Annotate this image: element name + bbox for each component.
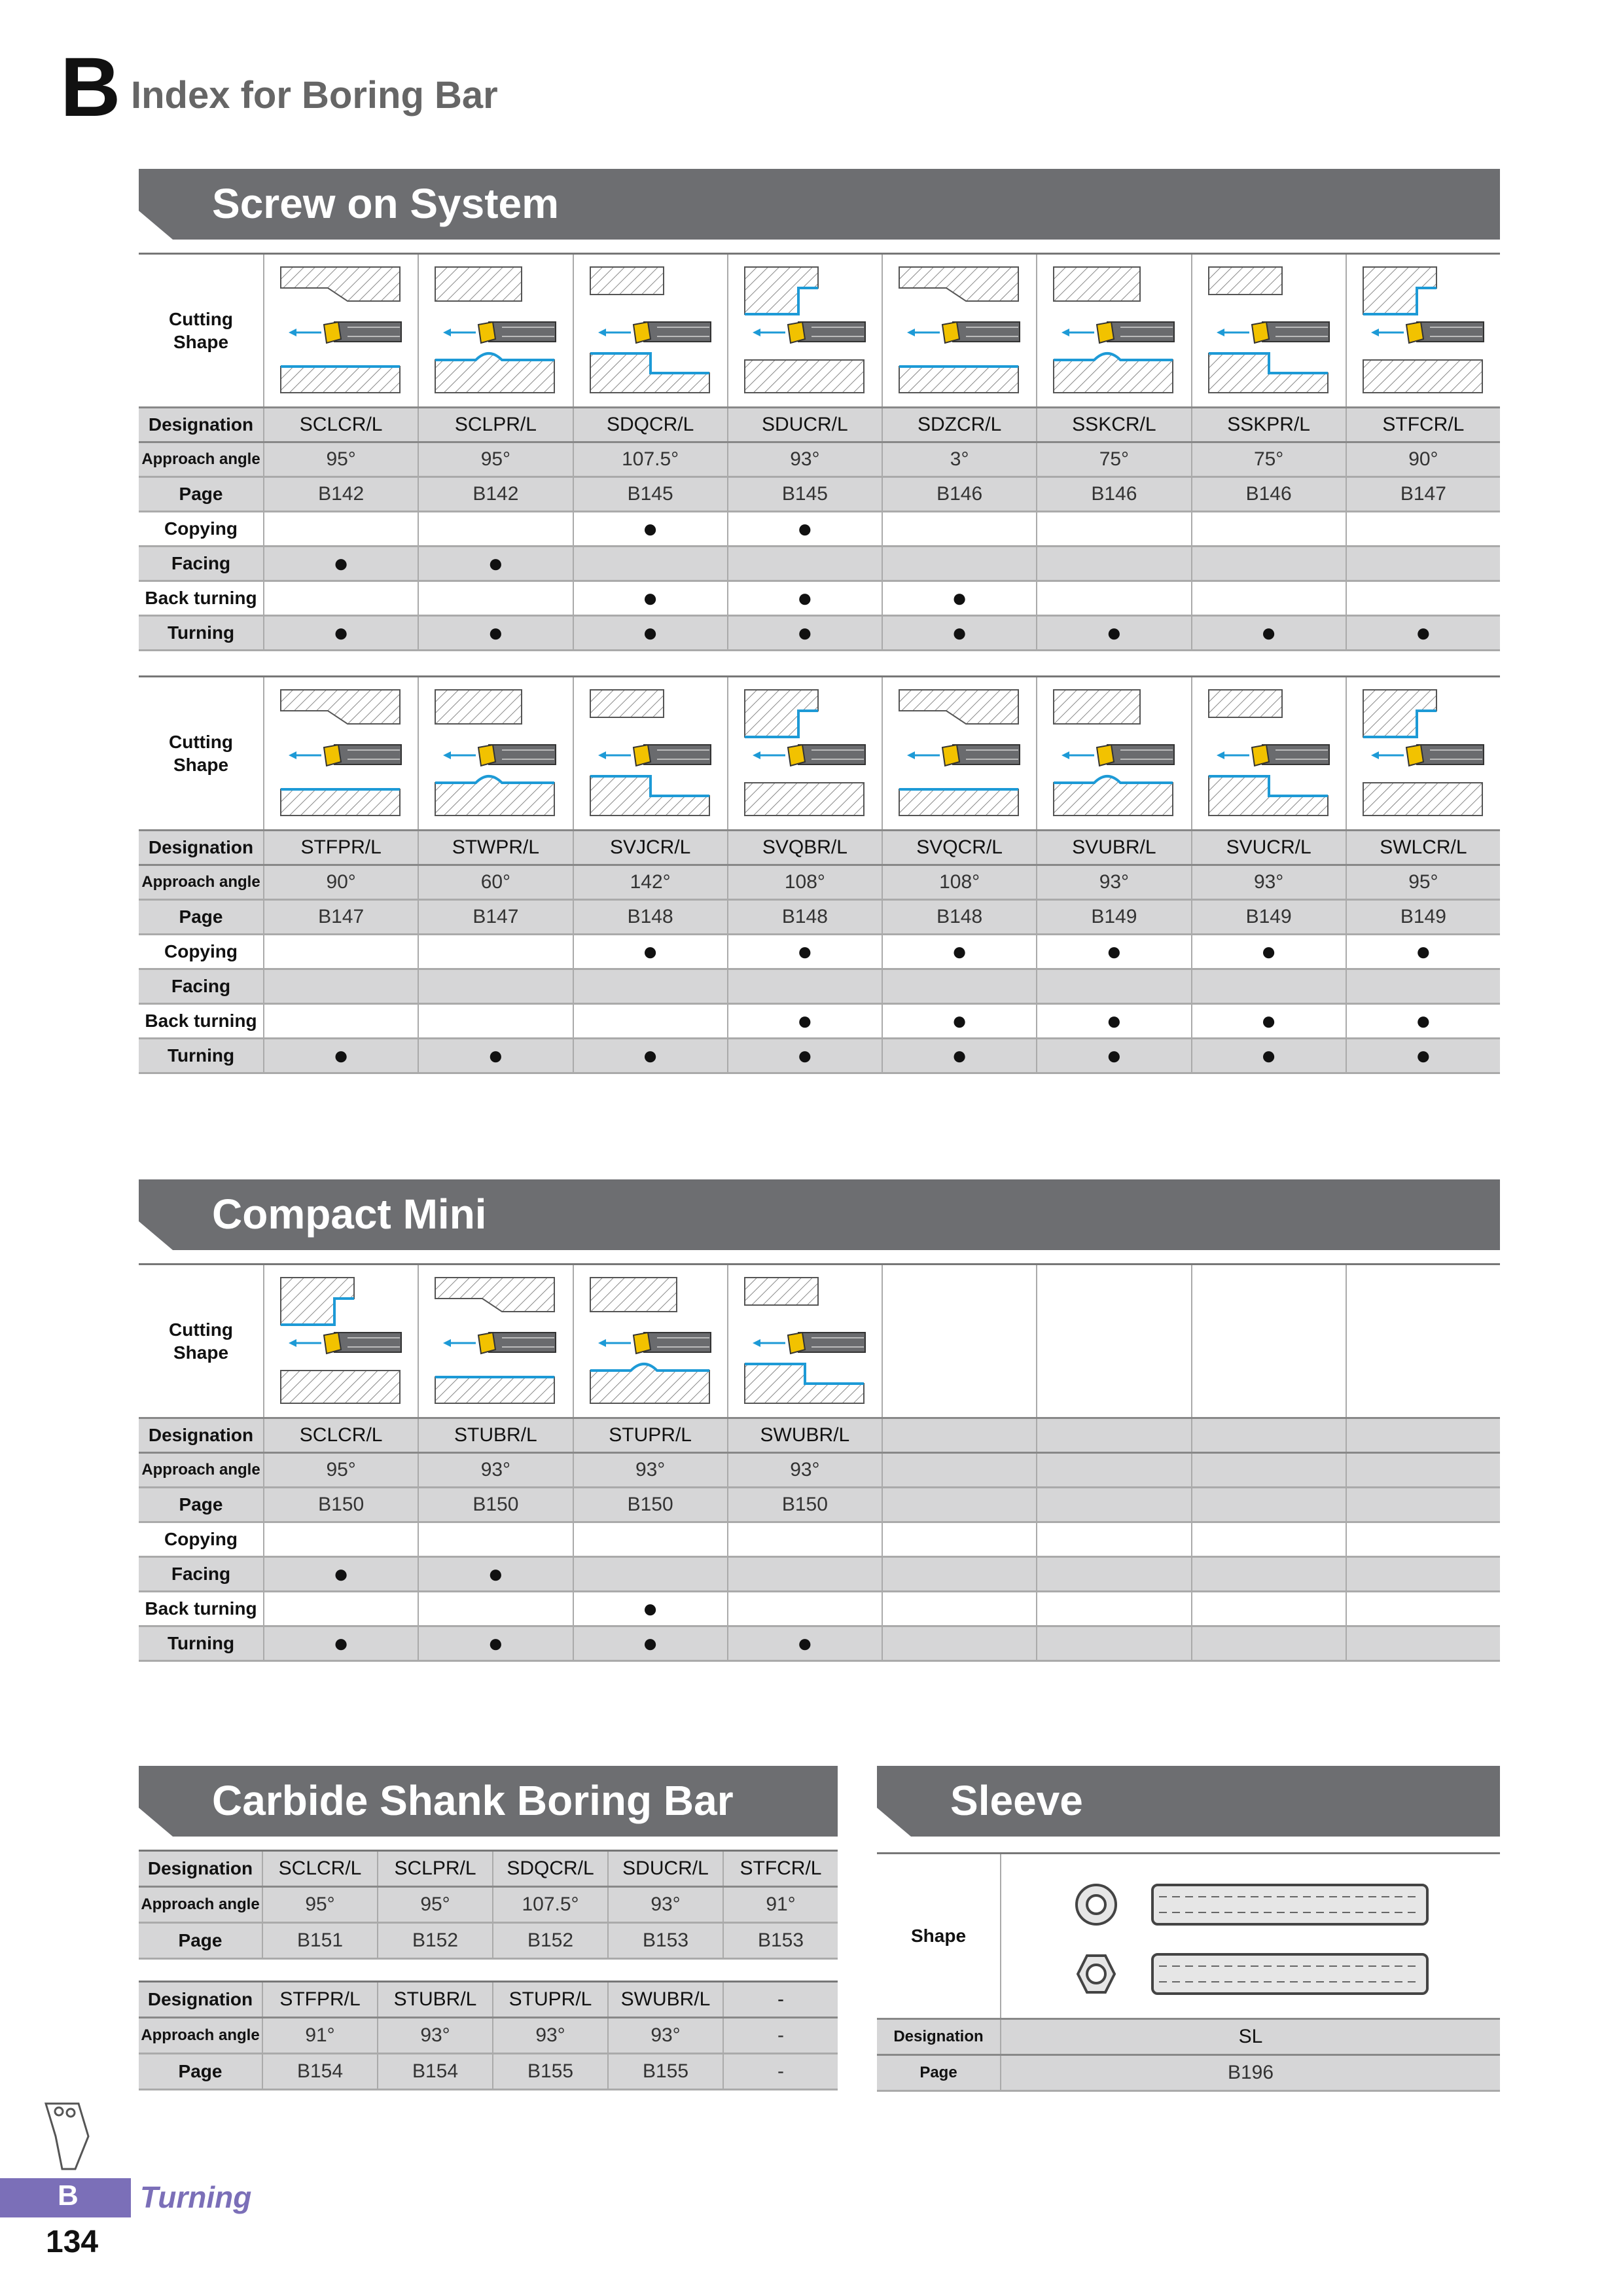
cutting-shape-cell: [418, 1265, 572, 1417]
cutting-shape-cell: [1346, 1265, 1500, 1417]
designation-value: SWUBR/L: [607, 1982, 722, 2017]
turning-tool-icon: [39, 2097, 98, 2176]
facing-value: [1191, 547, 1346, 580]
cutting-shape-cell: [882, 1265, 1036, 1417]
approach-value: 93°: [1036, 866, 1190, 899]
page-value: B148: [727, 901, 882, 933]
cutting-shape-icon: [894, 685, 1025, 822]
page-value: -: [722, 2054, 838, 2089]
cutting-shape-icon: [430, 262, 561, 399]
facing-value: [573, 970, 727, 1003]
back_turning-label: Back turning: [145, 588, 257, 608]
page-label: Page: [179, 484, 223, 504]
back_turning-value: [1191, 582, 1346, 615]
copying-value: ●: [573, 512, 727, 545]
approach-value: 107.5°: [492, 1888, 607, 1922]
sleeve-drawing: [1000, 1854, 1500, 2018]
cutting-shape-cell: [1191, 677, 1346, 829]
designation-value: SSKCR/L: [1036, 408, 1190, 441]
turning-value: ●: [882, 617, 1036, 649]
copying-value: ●: [1036, 935, 1190, 968]
copying-value: [263, 1523, 418, 1556]
page-value: B155: [607, 2054, 722, 2089]
cutting-shape-cell: [1346, 677, 1500, 829]
approach-value: 93°: [492, 2018, 607, 2053]
cutting-shape-cell: [1036, 677, 1190, 829]
turning-label: Turning: [167, 1633, 235, 1653]
turning-value: [882, 1627, 1036, 1660]
designation-label: Designation: [147, 1858, 253, 1878]
approach-value: 3°: [882, 443, 1036, 476]
cutting-shape-cell: [727, 677, 882, 829]
approach-value: 95°: [1346, 866, 1500, 899]
page-value: B147: [263, 901, 418, 933]
page-label: Page: [919, 2064, 957, 2081]
page-value: B154: [262, 2054, 377, 2089]
approach-value: 93°: [727, 443, 882, 476]
facing-value: [727, 1558, 882, 1590]
page-value: B145: [573, 478, 727, 511]
approach-value: 60°: [418, 866, 572, 899]
facing-value: ●: [418, 547, 572, 580]
designation-value: SDUCR/L: [727, 408, 882, 441]
designation-value: STFCR/L: [722, 1852, 838, 1886]
copying-value: [1346, 512, 1500, 545]
back_turning-label: Back turning: [145, 1598, 257, 1619]
copying-value: [1191, 512, 1346, 545]
cutting-shape-cell: [263, 677, 418, 829]
cutting-shape-icon: [740, 262, 870, 399]
approach-value: 95°: [263, 1454, 418, 1486]
cutting-shape-icon: [1358, 262, 1489, 399]
back_turning-value: ●: [727, 582, 882, 615]
approach-value: 93°: [607, 1888, 722, 1922]
copying-label: Copying: [164, 1529, 238, 1549]
designation-value: STUBR/L: [418, 1419, 572, 1452]
page-value: B150: [418, 1488, 572, 1521]
back_turning-value: [263, 582, 418, 615]
facing-value: [727, 547, 882, 580]
facing-value: [1346, 547, 1500, 580]
designation-value: SCLCR/L: [263, 1419, 418, 1452]
turning-value: ●: [418, 1039, 572, 1072]
approach-value: 91°: [262, 2018, 377, 2053]
approach-label: Approach angle: [141, 1895, 260, 1913]
cutting-shape-icon: [276, 685, 406, 822]
turning-value: ●: [727, 1039, 882, 1072]
section-band-compact-mini: [139, 1179, 1500, 1250]
facing-value: [1036, 547, 1190, 580]
copying-value: [418, 1523, 572, 1556]
designation-value: SDZCR/L: [882, 408, 1036, 441]
compact-mini-table: [139, 1263, 1500, 1662]
copying-value: [1036, 512, 1190, 545]
designation-value: SWLCR/L: [1346, 831, 1500, 864]
page-value: B147: [1346, 478, 1500, 511]
copying-label: Copying: [164, 941, 238, 961]
designation-value: SDQCR/L: [573, 408, 727, 441]
designation-value: SCLPR/L: [418, 408, 572, 441]
footer-section: Turning: [140, 2180, 252, 2214]
designation-value: SDQCR/L: [492, 1852, 607, 1886]
cutting-shape-cell: [882, 677, 1036, 829]
designation-value: SCLPR/L: [377, 1852, 492, 1886]
section-title: Sleeve: [950, 1777, 1083, 1824]
section-title: Compact Mini: [212, 1191, 487, 1238]
designation-value: [1036, 1419, 1190, 1452]
page-value: B149: [1036, 901, 1190, 933]
cutting-shape-icon: [1048, 685, 1179, 822]
page-value: B148: [882, 901, 1036, 933]
turning-value: ●: [1191, 1039, 1346, 1072]
back_turning-value: [573, 1005, 727, 1037]
designation-value: SVQCR/L: [882, 831, 1036, 864]
page-value: [1036, 1488, 1190, 1521]
back_turning-value: [1036, 1592, 1190, 1625]
page-label: Page: [178, 2061, 223, 2081]
page-value: B151: [262, 1924, 377, 1958]
back_turning-value: [418, 582, 572, 615]
page-value: B154: [377, 2054, 492, 2089]
copying-value: ●: [727, 512, 882, 545]
copying-value: [263, 512, 418, 545]
designation-value: STFPR/L: [263, 831, 418, 864]
approach-value: 142°: [573, 866, 727, 899]
designation-label: Designation: [148, 1425, 254, 1445]
approach-value: 108°: [882, 866, 1036, 899]
page-label: Page: [179, 906, 223, 927]
cutting-shape-icon: [276, 1272, 406, 1410]
footer-chapter-letter: B: [58, 2179, 79, 2212]
cutting-shape-icon: [430, 1272, 561, 1410]
cutting-shape-icon: [585, 262, 716, 399]
cutting-shape-cell: [418, 255, 572, 406]
designation-value: SVQBR/L: [727, 831, 882, 864]
back_turning-value: ●: [882, 582, 1036, 615]
approach-label: Approach angle: [141, 873, 260, 891]
turning-value: ●: [727, 1627, 882, 1660]
cutting-shape-cell: [1036, 255, 1190, 406]
cutting-shape-cell: [1346, 255, 1500, 406]
facing-value: ●: [418, 1558, 572, 1590]
turning-value: ●: [263, 1627, 418, 1660]
approach-value: 93°: [377, 2018, 492, 2053]
designation-value: SVUBR/L: [1036, 831, 1190, 864]
turning-value: ●: [1036, 617, 1190, 649]
cutting-shape-icon: [430, 685, 561, 822]
approach-value: 95°: [418, 443, 572, 476]
approach-value: 93°: [607, 2018, 722, 2053]
designation-value: SWUBR/L: [727, 1419, 882, 1452]
copying-value: ●: [1191, 935, 1346, 968]
cutting-shape-cell: [727, 1265, 882, 1417]
cutting-shape-cell: [1191, 255, 1346, 406]
facing-value: ●: [263, 1558, 418, 1590]
approach-value: 93°: [418, 1454, 572, 1486]
cutting-shape-icon: [740, 685, 870, 822]
approach-value: [1036, 1454, 1190, 1486]
page-title: Index for Boring Bar: [131, 74, 498, 117]
approach-label: Approach angle: [141, 2026, 260, 2044]
carbide-table-1: [139, 1850, 838, 1960]
designation-value: STFCR/L: [1346, 408, 1500, 441]
facing-value: [573, 547, 727, 580]
back_turning-value: [1191, 1592, 1346, 1625]
copying-value: [727, 1523, 882, 1556]
turning-value: [1346, 1627, 1500, 1660]
designation-value: SVJCR/L: [573, 831, 727, 864]
page-value: B145: [727, 478, 882, 511]
approach-value: [882, 1454, 1036, 1486]
page-label: Page: [179, 1494, 223, 1515]
screw-on-table-2: [139, 675, 1500, 1074]
copying-value: [418, 935, 572, 968]
approach-value: 75°: [1191, 443, 1346, 476]
section-band-screw-on: [139, 169, 1500, 240]
carbide-table-2: [139, 1981, 838, 2090]
back_turning-value: ●: [1036, 1005, 1190, 1037]
facing-value: [263, 970, 418, 1003]
page-value: [1346, 1488, 1500, 1521]
back_turning-value: [882, 1592, 1036, 1625]
page-value: B152: [492, 1924, 607, 1958]
cutting-shape-icon: [1204, 262, 1334, 399]
page-value: B142: [418, 478, 572, 511]
copying-value: [418, 512, 572, 545]
section-title: Carbide Shank Boring Bar: [212, 1777, 734, 1824]
section-band-sleeve: [877, 1766, 1500, 1837]
designation-value: -: [722, 1982, 838, 2017]
sleeve-designation: SL: [1000, 2020, 1500, 2054]
facing-label: Facing: [171, 976, 231, 996]
approach-value: 93°: [727, 1454, 882, 1486]
designation-label: Designation: [893, 2028, 984, 2045]
approach-value: 95°: [262, 1888, 377, 1922]
designation-value: SSKPR/L: [1191, 408, 1346, 441]
approach-value: 95°: [377, 1888, 492, 1922]
turning-value: ●: [1346, 1039, 1500, 1072]
designation-value: STUPR/L: [492, 1982, 607, 2017]
turning-value: ●: [1036, 1039, 1190, 1072]
page-value: B146: [1036, 478, 1190, 511]
page-value: B155: [492, 2054, 607, 2089]
cutting-shape-cell: [573, 255, 727, 406]
approach-value: 107.5°: [573, 443, 727, 476]
facing-value: [727, 970, 882, 1003]
approach-label: Approach angle: [141, 1461, 260, 1479]
facing-value: [1346, 970, 1500, 1003]
facing-value: [573, 1558, 727, 1590]
cutting-shape-label: Cutting Shape: [169, 732, 233, 775]
copying-value: [263, 935, 418, 968]
cutting-shape-cell: [263, 255, 418, 406]
facing-label: Facing: [171, 553, 231, 573]
facing-value: ●: [263, 547, 418, 580]
back_turning-value: ●: [573, 1592, 727, 1625]
facing-value: [1346, 1558, 1500, 1590]
copying-value: ●: [1346, 935, 1500, 968]
facing-value: [882, 970, 1036, 1003]
sleeve-page: B196: [1000, 2056, 1500, 2090]
approach-value: -: [722, 2018, 838, 2053]
page-value: B146: [882, 478, 1036, 511]
copying-value: [882, 512, 1036, 545]
copying-value: ●: [727, 935, 882, 968]
copying-value: [1346, 1523, 1500, 1556]
turning-value: ●: [263, 1039, 418, 1072]
cutting-shape-cell: [1036, 1265, 1190, 1417]
page-number: 134: [46, 2225, 99, 2259]
cutting-shape-cell: [573, 1265, 727, 1417]
page-value: B150: [727, 1488, 882, 1521]
cutting-shape-icon: [894, 262, 1025, 399]
turning-value: ●: [418, 617, 572, 649]
cutting-shape-icon: [585, 685, 716, 822]
page-value: B153: [722, 1924, 838, 1958]
back_turning-value: [1346, 1592, 1500, 1625]
turning-value: ●: [573, 617, 727, 649]
designation-value: SVUCR/L: [1191, 831, 1346, 864]
page-value: B149: [1346, 901, 1500, 933]
cutting-shape-icon: [276, 262, 406, 399]
cutting-shape-icon: [1204, 685, 1334, 822]
turning-value: ●: [418, 1627, 572, 1660]
sleeve-icon: [1054, 1864, 1447, 2008]
copying-value: ●: [882, 935, 1036, 968]
page-value: B150: [263, 1488, 418, 1521]
back_turning-value: [1346, 582, 1500, 615]
chapter-letter: B: [60, 41, 121, 134]
cutting-shape-cell: [418, 677, 572, 829]
section-title: Screw on System: [212, 180, 559, 227]
approach-label: Approach angle: [141, 450, 260, 468]
screw-on-table-1: [139, 253, 1500, 651]
copying-value: [882, 1523, 1036, 1556]
cutting-shape-label: Cutting Shape: [169, 309, 233, 352]
copying-value: [573, 1523, 727, 1556]
section-band-carbide: [139, 1766, 838, 1837]
cutting-shape-cell: [573, 677, 727, 829]
copying-label: Copying: [164, 518, 238, 539]
turning-value: ●: [727, 617, 882, 649]
page-value: B142: [263, 478, 418, 511]
back_turning-value: [263, 1592, 418, 1625]
cutting-shape-cell: [727, 255, 882, 406]
cutting-shape-icon: [1048, 262, 1179, 399]
page-label: Page: [178, 1930, 223, 1950]
cutting-shape-icon: [1358, 685, 1489, 822]
back_turning-value: [727, 1592, 882, 1625]
page-value: B153: [607, 1924, 722, 1958]
back_turning-value: ●: [882, 1005, 1036, 1037]
page-value: [882, 1488, 1036, 1521]
facing-label: Facing: [171, 1564, 231, 1584]
designation-value: SCLCR/L: [262, 1852, 377, 1886]
designation-value: STFPR/L: [262, 1982, 377, 2017]
designation-value: SDUCR/L: [607, 1852, 722, 1886]
back_turning-value: [263, 1005, 418, 1037]
designation-value: [1191, 1419, 1346, 1452]
approach-value: 95°: [263, 443, 418, 476]
approach-value: 93°: [573, 1454, 727, 1486]
approach-value: 91°: [722, 1888, 838, 1922]
approach-value: 90°: [1346, 443, 1500, 476]
back_turning-label: Back turning: [145, 1011, 257, 1031]
approach-value: [1191, 1454, 1346, 1486]
copying-value: [1036, 1523, 1190, 1556]
approach-value: 93°: [1191, 866, 1346, 899]
cutting-shape-icon: [585, 1272, 716, 1410]
turning-value: [1036, 1627, 1190, 1660]
page-value: B152: [377, 1924, 492, 1958]
designation-value: [1346, 1419, 1500, 1452]
facing-value: [882, 1558, 1036, 1590]
page-value: B148: [573, 901, 727, 933]
cutting-shape-icon: [740, 1272, 870, 1410]
facing-value: [418, 970, 572, 1003]
page-value: B146: [1191, 478, 1346, 511]
page-value: B150: [573, 1488, 727, 1521]
turning-value: ●: [263, 617, 418, 649]
copying-value: ●: [573, 935, 727, 968]
designation-label: Designation: [148, 837, 254, 857]
shape-label: Shape: [910, 1926, 967, 1946]
designation-label: Designation: [148, 414, 254, 435]
designation-value: STUBR/L: [377, 1982, 492, 2017]
turning-value: ●: [1346, 617, 1500, 649]
cutting-shape-label: Cutting Shape: [169, 1319, 233, 1363]
back_turning-value: ●: [727, 1005, 882, 1037]
designation-label: Designation: [147, 1989, 253, 2009]
facing-value: [1036, 970, 1190, 1003]
turning-value: ●: [573, 1627, 727, 1660]
facing-value: [1036, 1558, 1190, 1590]
back_turning-value: ●: [573, 582, 727, 615]
sleeve-table: [877, 1852, 1500, 2092]
copying-value: [1191, 1523, 1346, 1556]
approach-value: 90°: [263, 866, 418, 899]
back_turning-value: ●: [1346, 1005, 1500, 1037]
designation-value: STWPR/L: [418, 831, 572, 864]
approach-value: [1346, 1454, 1500, 1486]
cutting-shape-cell: [882, 255, 1036, 406]
approach-value: 75°: [1036, 443, 1190, 476]
back_turning-value: ●: [1191, 1005, 1346, 1037]
turning-value: ●: [573, 1039, 727, 1072]
cutting-shape-cell: [1191, 1265, 1346, 1417]
page-value: B149: [1191, 901, 1346, 933]
approach-value: 108°: [727, 866, 882, 899]
turning-label: Turning: [167, 1045, 235, 1066]
turning-value: [1191, 1627, 1346, 1660]
cutting-shape-cell: [263, 1265, 418, 1417]
designation-value: [882, 1419, 1036, 1452]
page-value: B147: [418, 901, 572, 933]
back_turning-value: [418, 1005, 572, 1037]
turning-value: ●: [882, 1039, 1036, 1072]
back_turning-value: [1036, 582, 1190, 615]
facing-value: [1191, 1558, 1346, 1590]
facing-value: [882, 547, 1036, 580]
designation-value: SCLCR/L: [263, 408, 418, 441]
designation-value: STUPR/L: [573, 1419, 727, 1452]
facing-value: [1191, 970, 1346, 1003]
back_turning-value: [418, 1592, 572, 1625]
page-value: [1191, 1488, 1346, 1521]
turning-label: Turning: [167, 622, 235, 643]
turning-value: ●: [1191, 617, 1346, 649]
